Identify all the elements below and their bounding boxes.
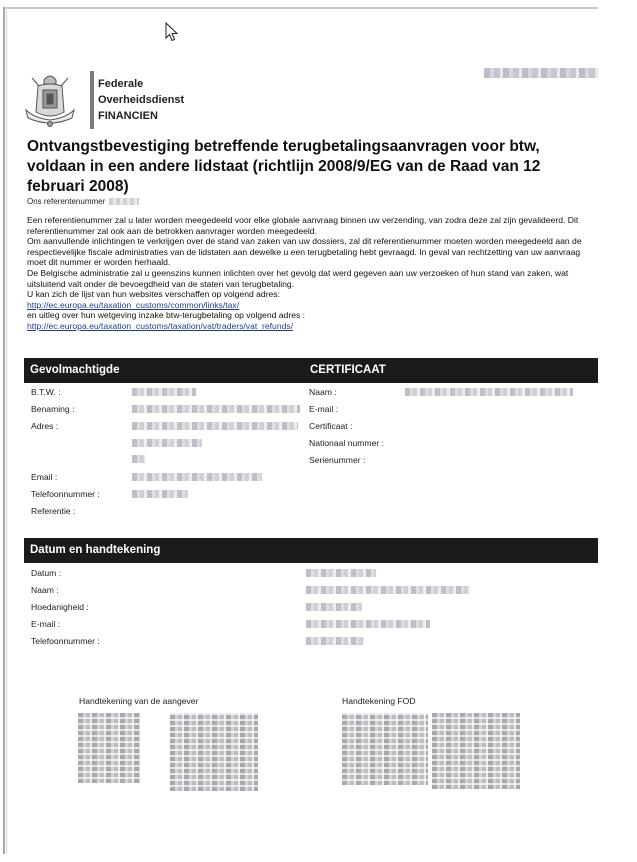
cert-label-serienummer: Serienummer :: [309, 455, 366, 465]
section-header-gevolmachtigde: [24, 358, 598, 383]
cert-label-nationaal-nummer: Nationaal nummer :: [309, 438, 384, 448]
field-label-naam: Naam :: [31, 585, 59, 595]
mouse-cursor-icon: [165, 22, 179, 42]
field-value-email-redacted: [132, 473, 262, 481]
section-title-datum: Datum en handtekening: [30, 544, 161, 556]
field-value-telefoonnummer-2-redacted: [306, 637, 364, 645]
document-date-redacted: [484, 68, 598, 78]
field-value-hoedanigheid-redacted: [306, 603, 362, 611]
cert-value-naam-redacted: [405, 388, 573, 396]
document-title: Ontvangstbevestiging betreffende terugbetalingsaanvragen voor btw, voldaan in een andere lidstaat (richtlijn 2008/9/EG van de Raad van 12 februari 2008): [27, 138, 541, 195]
logo-divider: [90, 71, 94, 129]
cert-label-certificaat: Certificaat :: [309, 421, 353, 431]
field-value-telefoonnummer-redacted: [132, 490, 188, 498]
page-left-border-shadow: [6, 7, 7, 854]
cert-label-email: E-mail :: [309, 404, 339, 414]
paragraph-2: Om aanvullende inlichtingen te verkrijgen over de stand van zaken van uw dossiers, zal dit referentienummer moeten worden meegedeeld aan de respectievelijke fiscale administraties van de lidstaten aan dewelke u een terugbetaling hebt gevraagd. In geval van rechtzetting van uw aanvraag moet dit nummer er worden herhaald.: [27, 236, 582, 268]
paragraph-1: Een referentienummer zal u later worden meegedeeld voor elke globale aanvraag binnen uw verzending, van zodra deze zal zijn gevalideerd. Dit referentienummer zal ook aan de betrokken aanvrager worden meegedeeld.: [27, 215, 579, 236]
paragraph-4: U kan zich de lijst van hun websites verschaffen op volgend adres:: [27, 289, 281, 300]
org-line-1: Federale: [98, 78, 144, 90]
field-label-benaming: Benaming :: [31, 404, 75, 414]
org-line-3: FINANCIEN: [98, 110, 158, 122]
organization-name: [98, 76, 184, 124]
field-label-hoedanigheid: Hoedanigheid :: [31, 602, 89, 612]
field-label-telefoonnummer-2: Telefoonnummer :: [31, 636, 100, 646]
section-title-gevolmachtigde: Gevolmachtigde: [30, 364, 120, 376]
section-title-certificaat: CERTIFICAAT: [310, 364, 386, 376]
field-value-naam-redacted: [306, 586, 470, 594]
field-value-adres-line3-redacted: [132, 455, 146, 463]
field-label-btw: B.T.W. :: [31, 387, 61, 397]
cert-label-naam: Naam :: [309, 387, 337, 397]
field-value-adres-line2-redacted: [132, 439, 202, 447]
field-label-datum: Datum :: [31, 568, 62, 578]
reference-label: Ons referentenummer: [27, 197, 106, 206]
belgian-coat-of-arms-icon: [24, 72, 76, 128]
field-value-email-2-redacted: [306, 620, 430, 628]
paragraph-3: De Belgische administratie zal u geenszins kunnen inlichten over het gevolg dat werd gegeven aan uw verzoeken of hun stand van zaken, wat uitsluitend valt onder de bevoegdheid van de staten van terugbetaling.: [27, 267, 569, 289]
signature-label-fod: Handtekening FOD: [342, 696, 416, 706]
signature-image-fod-left: [342, 713, 428, 785]
page-left-border: [3, 7, 5, 854]
field-value-adres-line1-redacted: [132, 422, 298, 430]
reference-value-redacted: [109, 198, 139, 205]
field-value-benaming-redacted: [132, 405, 300, 413]
field-label-referentie: Referentie :: [31, 506, 76, 516]
signature-image-fod-right: [432, 713, 520, 789]
section-header-datum: [24, 538, 598, 563]
field-value-btw-redacted: [132, 388, 196, 396]
field-value-datum-redacted: [306, 569, 376, 577]
vat-refunds-url[interactable]: http://ec.europa.eu/taxation_customs/taxation/vat/traders/vat_refunds/: [27, 320, 294, 331]
org-line-2: Overheidsdienst: [98, 94, 185, 106]
reference-number: [27, 197, 139, 206]
field-label-adres: Adres :: [31, 421, 59, 431]
signature-image-aangever-right: [170, 713, 258, 791]
field-label-email-2: E-mail :: [31, 619, 61, 629]
field-label-telefoonnummer: Telefoonnummer :: [31, 489, 100, 499]
paragraph-5: en uitleg over hun wetgeving inzake btw-terugbetaling op volgend adres :: [27, 310, 306, 321]
page-top-border: [4, 7, 598, 9]
signature-image-aangever-left: [78, 713, 140, 783]
field-label-email: Email :: [31, 472, 58, 482]
body-text: [27, 215, 587, 332]
signature-label-aangever: Handtekening van de aangever: [79, 696, 199, 706]
tax-links-url[interactable]: http://ec.europa.eu/taxation_customs/common/links/tax/: [27, 299, 240, 310]
